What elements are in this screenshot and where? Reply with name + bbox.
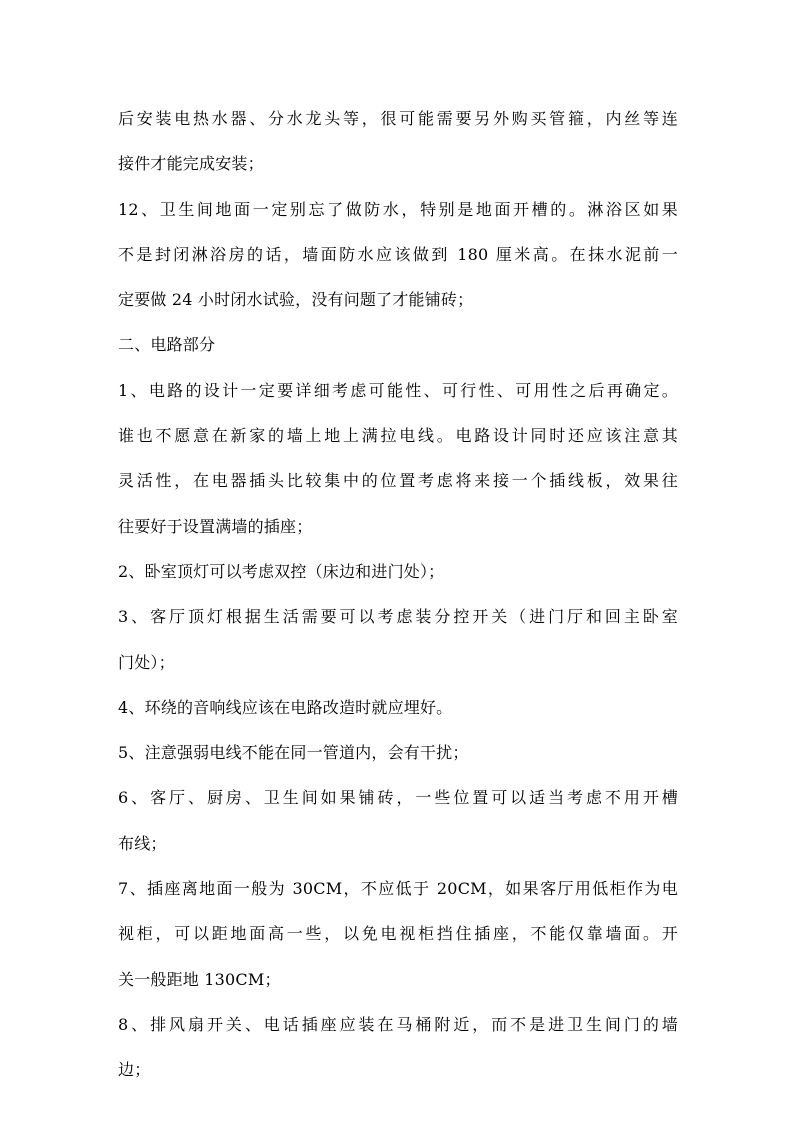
text-line: 定要做 24 小时闭水试验，没有问题了才能铺砖； — [118, 290, 474, 310]
text-line: 布线； — [118, 833, 167, 853]
text-line: 往要好于设置满墙的插座； — [118, 516, 313, 536]
text-line: 门处）； — [118, 652, 175, 672]
text-line: 4、环绕的音响线应该在电路改造时就应埋好。 — [118, 697, 453, 717]
text-line: 7、插座离地面一般为 30CM，不应低于 20CM，如果客厅用低柜作为电 — [118, 879, 678, 899]
text-line: 2、卧室顶灯可以考虑双控（床边和进门处）； — [118, 561, 445, 581]
text-line: 接件才能完成安装； — [118, 154, 264, 174]
section-heading: 二、电路部分 — [118, 335, 216, 355]
text-line: 12、卫生间地面一定别忘了做防水，特别是地面开槽的。淋浴区如果 — [118, 199, 678, 219]
document-page — [118, 96, 678, 1093]
text-line: 5、注意强弱电线不能在同一管道内，会有干扰； — [118, 743, 469, 763]
text-line: 后安装电热水器、分水龙头等，很可能需要另外购买管箍，内丝等连 — [118, 109, 678, 128]
text-line: 边； — [118, 1060, 151, 1080]
text-line: 1、电路的设计一定要详细考虑可能性、可行性、可用性之后再确定。 — [118, 380, 678, 400]
text-line: 关一般距地 130CM； — [118, 969, 281, 989]
text-line: 3、客厅顶灯根据生活需要可以考虑装分控开关（进门厅和回主卧室 — [118, 607, 678, 627]
text-line: 8、排风扇开关、电话插座应装在马桶附近，而不是进卫生间门的墙 — [118, 1014, 678, 1034]
text-line: 6、客厅、厨房、卫生间如果铺砖，一些位置可以适当考虑不用开槽 — [118, 788, 678, 808]
text-line: 视柜，可以距地面高一些，以免电视柜挡住插座，不能仅靠墙面。开 — [118, 924, 678, 944]
text-line: 不是封闭淋浴房的话，墙面防水应该做到 180 厘米高。在抹水泥前一 — [118, 244, 678, 264]
text-line: 灵活性，在电器插头比较集中的位置考虑将来接一个插线板，效果往 — [118, 471, 678, 491]
text-line: 谁也不愿意在新家的墙上地上满拉电线。电路设计同时还应该注意其 — [118, 426, 678, 446]
